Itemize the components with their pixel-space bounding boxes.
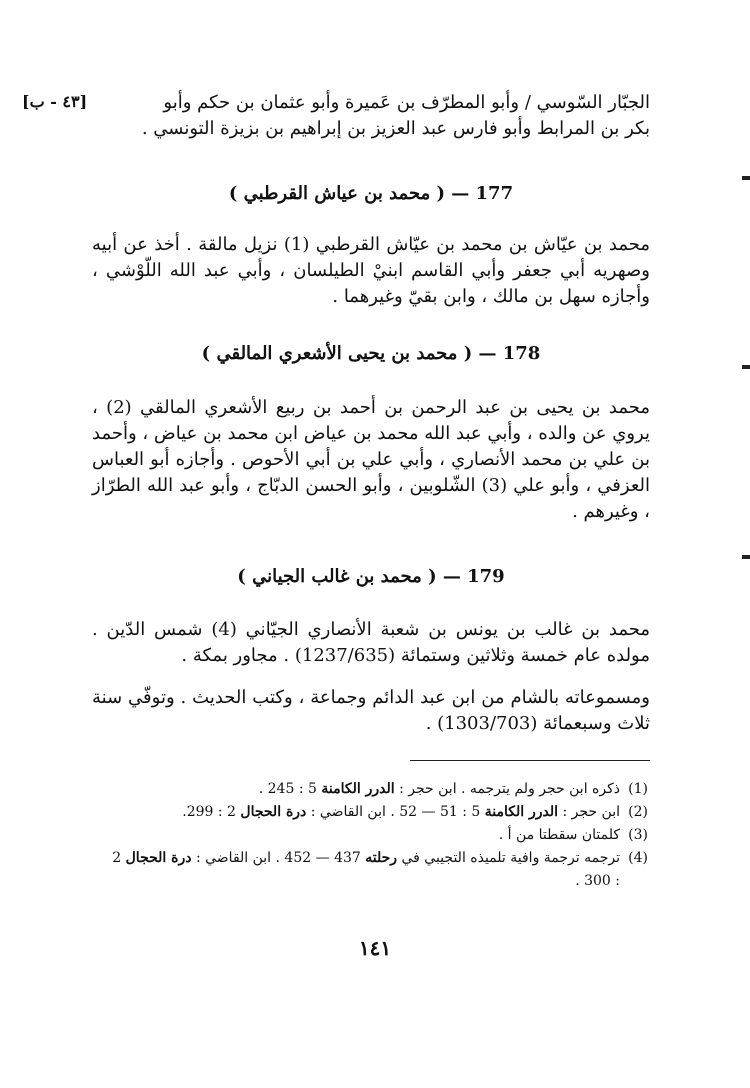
entry-body-178 <box>92 395 650 525</box>
footnote-segment: 2 : 299. <box>182 804 241 820</box>
entry-paragraph: ومسموعاته بالشام من ابن عبد الدائم وجماعة ، وكتب الحديث . وتوفّي سنة ثلاث وسبعمائة (1303/703) . <box>92 687 650 734</box>
footnote-number: (4) <box>628 850 648 866</box>
footnote-source-title: درة الحجال <box>240 804 307 820</box>
footnote-segment: 5 : 51 — 52 . ابن القاضي : <box>306 804 485 820</box>
footnote-segment: 437 — 452 . ابن القاضي : <box>191 850 366 866</box>
entry-body-179 <box>92 617 650 737</box>
footnote-number: (1) <box>628 781 648 797</box>
footnote <box>108 847 648 893</box>
scan-edge-mark <box>742 176 750 180</box>
footnote-text <box>108 801 620 824</box>
footnote-source-title: الدرر الكامنة <box>484 804 559 820</box>
footnote-segment: ابن حجر : <box>558 804 620 820</box>
margin-reference: [٤٣ - ب] <box>22 92 88 111</box>
footnote-number: (2) <box>628 804 648 820</box>
entry-paragraph: محمد بن عيّاش بن محمد بن عيّاش القرطبي (1) نزيل مالقة . أخذ عن أبيه وصهريه أبي جعفر وأبي القاسم ابنيْ الطيلسان ، وأبي عبد الله اللّوْشي ، وأجازه سهل بن مالك ، وابن بقيّ وغيرهما . <box>92 234 651 307</box>
page-number: ١٤١ <box>358 936 392 960</box>
entry-heading-178: 178 — ( محمد بن يحيى الأشعري المالقي ) <box>201 343 541 364</box>
footnote-segment: 2 : 300 . <box>112 850 620 889</box>
entry-heading-179: 179 — ( محمد بن غالب الجياني ) <box>237 566 505 587</box>
footnotes <box>108 778 648 893</box>
entry-paragraph: محمد بن يحيى بن عبد الرحمن بن أحمد بن ربيع الأشعري المالقي (2) ، يروي عن والده ، وأبي عبد الله محمد بن عياض ابن محمد بن عياض ، وأحمد بن علي بن محمد الأنصاري ، وأبي علي بن أبي الأحوص . وأجازه أبو العباس العزفي ، وأبو علي (3) الشّلوبين ، وأبو الحسن الدبّاج ، وأبو عبد الله الطرّاز ، وغيرهم . <box>92 397 650 522</box>
intro-line: بكر بن المرابط وأبو فارس عبد العزيز بن إبراهيم بن بزيزة التونسي . <box>141 118 650 139</box>
footnote-segment: ترجمه ترجمة وافية تلميذه التجيبي في <box>397 850 620 866</box>
footnote-rule <box>410 760 650 761</box>
scan-edge-mark <box>742 365 750 369</box>
footnote-segment: كلمتان سقطتا من أ . <box>498 827 620 843</box>
entry-paragraph: محمد بن غالب بن يونس بن شعبة الأنصاري الجيّاني (4) شمس الدّين . مولده عام خمسة وثلاثين وستمائة (1237/635) . مجاور بمكة . <box>92 619 651 666</box>
footnote <box>108 778 648 801</box>
footnote-source-title: درة الحجال <box>125 850 192 866</box>
intro-text <box>108 90 650 142</box>
entry-body-177 <box>92 232 650 310</box>
intro-line: الجبّار السّوسي / وأبو المطرّف بن عَميرة وأبو عثمان بن حكم وأبو <box>163 92 650 113</box>
entry-heading-177: 177 — ( محمد بن عياش القرطبي ) <box>228 183 514 204</box>
footnote <box>108 824 648 847</box>
footnote <box>108 801 648 824</box>
scan-edge-mark <box>742 555 750 559</box>
footnote-segment: 5 : 245 . <box>258 781 322 797</box>
footnote-segment: ذكره ابن حجر ولم يترجمه . ابن حجر : <box>394 781 620 797</box>
footnote-text <box>108 778 620 801</box>
footnote-source-title: رحلته <box>365 850 398 866</box>
footnote-text <box>108 847 620 893</box>
footnote-text <box>108 824 620 847</box>
footnote-number: (3) <box>628 827 648 843</box>
footnote-source-title: الدرر الكامنة <box>321 781 395 797</box>
